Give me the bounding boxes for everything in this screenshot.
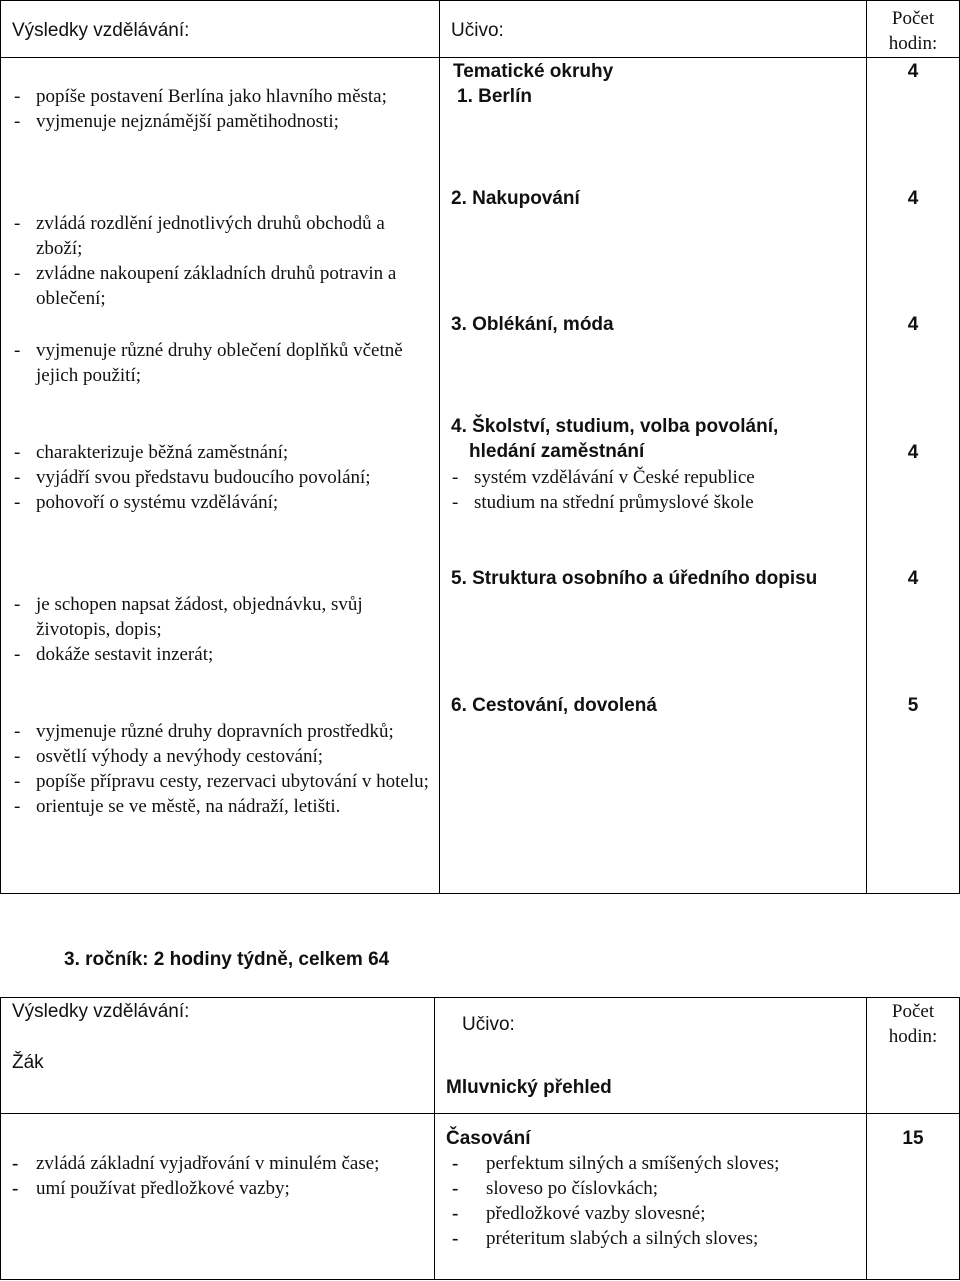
table1-top-border bbox=[0, 0, 960, 1]
list-item: - popíše přípravu cesty, rezervaci ubytování v hotelu; bbox=[8, 769, 433, 794]
table1-header-hours-line1: Počet bbox=[891, 8, 935, 29]
row2-outcomes-a bbox=[8, 211, 418, 311]
list-item: - zvládá základní vyjadřování v minulém čase; bbox=[8, 1151, 413, 1176]
list-item: - osvětlí výhody a nevýhody cestování; bbox=[8, 744, 433, 769]
list-item: - vyjmenuje nejznámější pamětihodnosti; bbox=[8, 109, 418, 134]
table2-header-hours-line2: hodin: bbox=[888, 1026, 938, 1047]
row1-topic: 1. Berlín bbox=[457, 86, 532, 107]
table2-top-border bbox=[0, 997, 960, 998]
row4-outcomes bbox=[8, 592, 418, 667]
table2-row1-topic: Časování bbox=[446, 1128, 531, 1149]
list-item: - studium na střední průmyslové škole bbox=[446, 490, 861, 515]
list-item: - charakterizuje běžná zaměstnání; bbox=[8, 440, 433, 465]
table1-header-content: Učivo: bbox=[451, 20, 504, 41]
list-item: - vyjádří svou představu budoucího povolání; bbox=[8, 465, 433, 490]
row3-topic: 4. Školství, studium, volba povolání, hledání zaměstnání bbox=[451, 416, 779, 462]
table2-header-divider bbox=[0, 1113, 960, 1114]
row5-hours: 5 bbox=[907, 695, 919, 716]
table2-row1-subtopics bbox=[448, 1151, 863, 1251]
row3-outcomes bbox=[8, 440, 433, 515]
table2-bottom-border bbox=[0, 1279, 960, 1280]
row1-content-heading: Tematické okruhy bbox=[453, 61, 614, 82]
list-item: - vyjmenuje různé druhy dopravních prostředků; bbox=[8, 719, 433, 744]
list-item: - umí používat předložkové vazby; bbox=[8, 1176, 413, 1201]
row3-subtopics bbox=[446, 465, 861, 515]
row4-topic: 5. Struktura osobního a úředního dopisu bbox=[451, 568, 818, 589]
table1-header-divider bbox=[0, 57, 960, 58]
list-item: - pohovoří o systému vzdělávání; bbox=[8, 490, 433, 515]
row2-topic-b: 3. Oblékání, móda bbox=[451, 314, 614, 335]
list-item: - perfektum silných a smíšených sloves; bbox=[448, 1151, 863, 1176]
table2-header-hours-line1: Počet bbox=[891, 1001, 935, 1022]
list-item: - orientuje se ve městě, na nádraží, letišti. bbox=[8, 794, 433, 819]
list-item: - zvládne nakoupení základních druhů potravin a oblečení; bbox=[8, 261, 418, 311]
table1-left-border bbox=[0, 0, 1, 894]
list-item: - dokáže sestavit inzerát; bbox=[8, 642, 418, 667]
table1-header-hours bbox=[867, 6, 959, 56]
table2-left-border bbox=[0, 997, 1, 1280]
section-title: 3. ročník: 2 hodiny týdně, celkem 64 bbox=[64, 949, 390, 970]
table1-bottom-border bbox=[0, 893, 960, 894]
row5-outcomes bbox=[8, 719, 433, 819]
row3-hours: 4 bbox=[907, 442, 919, 463]
table1-header-outcomes: Výsledky vzdělávání: bbox=[12, 20, 190, 41]
list-item: - zvládá rozdlění jednotlivých druhů obchodů a zboží; bbox=[8, 211, 418, 261]
table2-col-divider-1 bbox=[434, 997, 435, 1280]
list-item: - vyjmenuje různé druhy oblečení doplňků včetně jejich použití; bbox=[8, 338, 418, 388]
list-item: - popíše postavení Berlína jako hlavního města; bbox=[8, 84, 418, 109]
table1-header-hours-line2: hodin: bbox=[888, 33, 938, 54]
row1-outcomes bbox=[8, 84, 418, 134]
row2-hours-a: 4 bbox=[907, 188, 919, 209]
table2-row1-outcomes bbox=[8, 1151, 413, 1201]
row2-topic-a: 2. Nakupování bbox=[451, 188, 580, 209]
list-item: - předložkové vazby slovesné; bbox=[448, 1201, 863, 1226]
table2-header-pupil: Žák bbox=[12, 1052, 44, 1073]
table2-header-content: Učivo: bbox=[462, 1014, 515, 1035]
list-item: - préteritum slabých a silných sloves; bbox=[448, 1226, 863, 1251]
row1-hours: 4 bbox=[907, 61, 919, 82]
list-item: - sloveso po číslovkách; bbox=[448, 1176, 863, 1201]
list-item: - systém vzdělávání v České republice bbox=[446, 465, 861, 490]
row5-topic: 6. Cestování, dovolená bbox=[451, 695, 657, 716]
table2-row1-hours: 15 bbox=[902, 1128, 924, 1149]
row4-hours: 4 bbox=[907, 568, 919, 589]
table2-header-content-sub: Mluvnický přehled bbox=[446, 1077, 612, 1098]
table2-header-outcomes: Výsledky vzdělávání: bbox=[12, 1001, 190, 1022]
table2-header-hours bbox=[867, 999, 959, 1049]
row2-hours-b: 4 bbox=[907, 314, 919, 335]
list-item: - je schopen napsat žádost, objednávku, svůj životopis, dopis; bbox=[8, 592, 418, 642]
table1-col-divider-1 bbox=[439, 0, 440, 894]
row2-outcomes-b bbox=[8, 338, 418, 388]
